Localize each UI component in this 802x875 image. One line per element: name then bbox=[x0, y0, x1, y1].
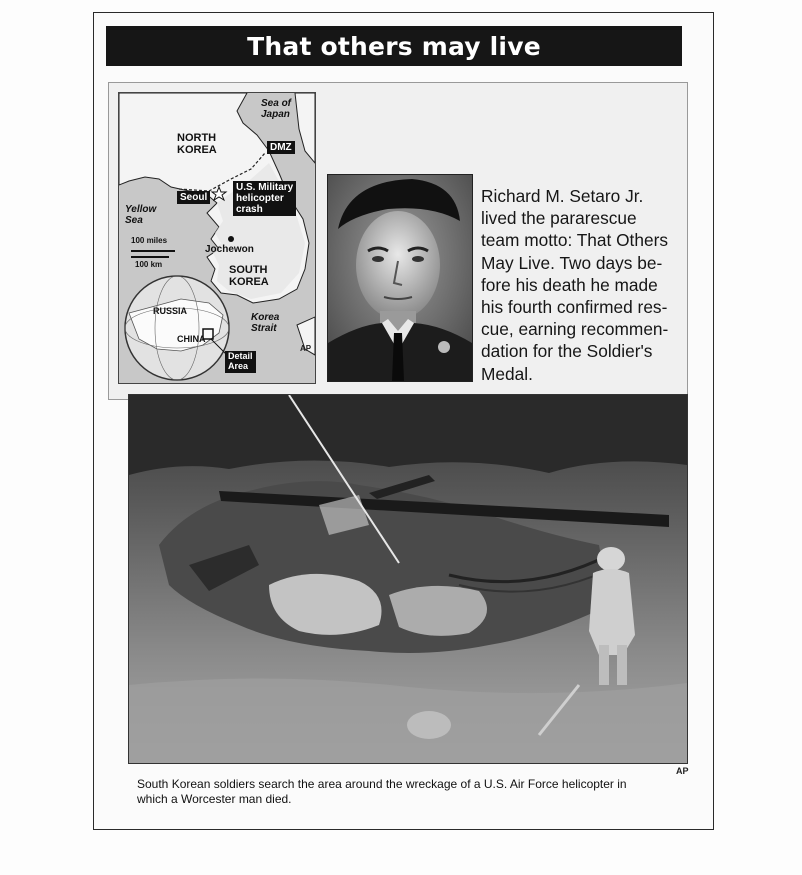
bio-line: Richard M. Setaro Jr. bbox=[481, 186, 644, 206]
locator-map bbox=[118, 92, 316, 384]
china-label: CHINA bbox=[177, 334, 206, 344]
south-korea-label: SOUTH KOREA bbox=[229, 264, 269, 288]
crash-label: U.S. Military helicopter crash bbox=[233, 181, 296, 216]
detail-area-label: Detail Area bbox=[225, 351, 256, 373]
bio-line: May Live. Two days be- bbox=[481, 252, 663, 273]
seoul-label: Seoul bbox=[177, 191, 210, 204]
bio-line: lived the pararescue bbox=[481, 208, 637, 229]
bio-line: his fourth confirmed res- bbox=[481, 297, 668, 318]
headline: That others may live bbox=[247, 31, 541, 61]
bio-line: cue, earning recommen- bbox=[481, 319, 669, 340]
caption-line: which a Worcester man died. bbox=[137, 792, 292, 806]
north-korea-label: NORTH KOREA bbox=[177, 132, 217, 156]
sea-of-japan-label: Sea of Japan bbox=[261, 98, 292, 120]
portrait-photo bbox=[327, 174, 473, 382]
photo-credit: AP bbox=[676, 766, 689, 776]
bio-text bbox=[481, 185, 686, 385]
bio-line: Medal. bbox=[481, 363, 533, 384]
portrait-image bbox=[328, 175, 472, 381]
jochewon-label: Jochewon bbox=[205, 244, 254, 255]
scale-miles-label: 100 miles bbox=[131, 236, 168, 245]
wreckage-photo bbox=[128, 394, 688, 764]
russia-label: RUSSIA bbox=[153, 306, 188, 316]
map-credit: AP bbox=[300, 344, 312, 353]
bio-line: team motto: That Others bbox=[481, 230, 668, 251]
caption-line: South Korean soldiers search the area around the wreckage of a U.S. Air Force helicopter in bbox=[137, 777, 627, 791]
dmz-label: DMZ bbox=[267, 141, 295, 154]
korea-strait-label: Korea Strait bbox=[251, 312, 280, 334]
yellow-sea-label: Yellow Sea bbox=[125, 204, 157, 226]
wreckage-image bbox=[129, 395, 687, 763]
bio-line: fore his death he made bbox=[481, 274, 658, 295]
headline-banner bbox=[106, 26, 682, 66]
scale-km-label: 100 km bbox=[135, 260, 163, 269]
photo-caption bbox=[137, 777, 697, 807]
bio-line: dation for the Soldier's bbox=[481, 341, 653, 362]
